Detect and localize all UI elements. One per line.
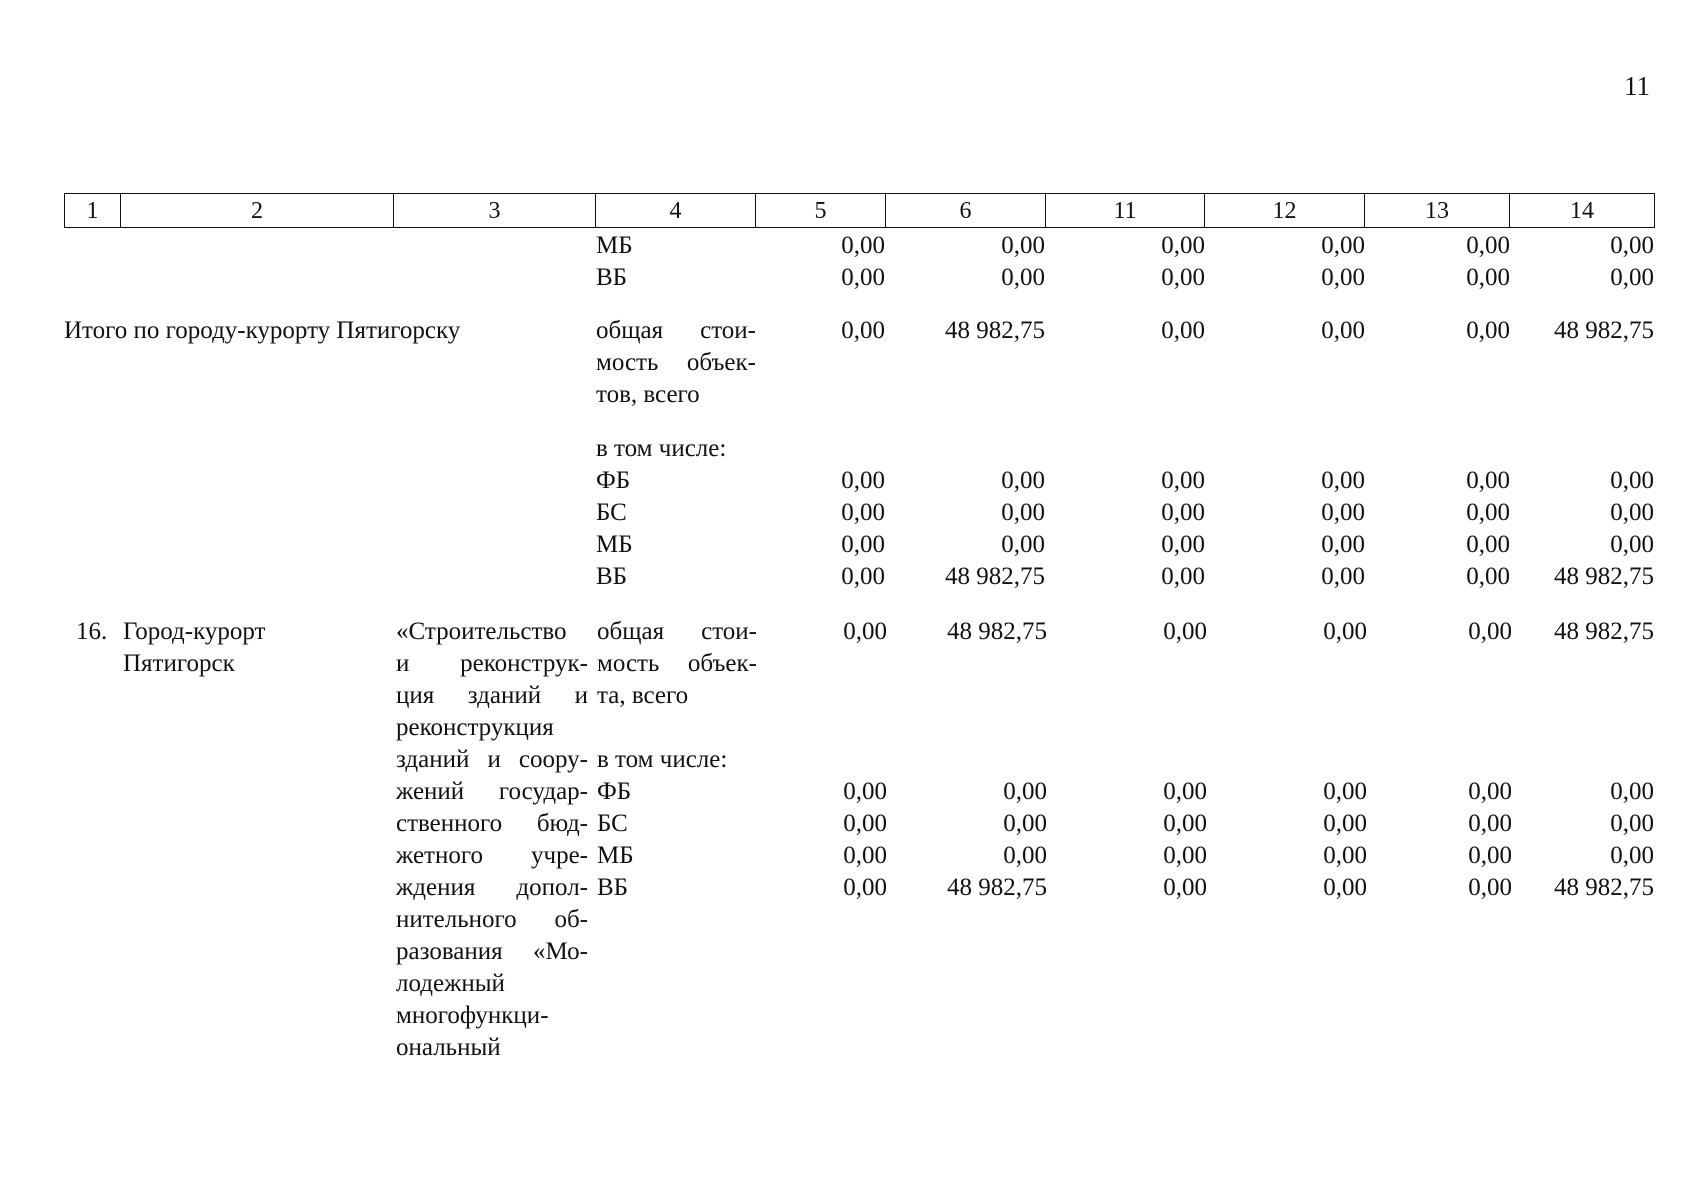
value-col-5: 0,00 bbox=[843, 842, 887, 869]
item-value-col-12: 0,00 bbox=[1323, 618, 1367, 645]
value-col-6: 0,00 bbox=[1001, 499, 1045, 526]
value-col-14: 0,00 bbox=[1610, 467, 1654, 494]
header-col-12: 12 bbox=[1205, 194, 1365, 228]
value-col-12: 0,00 bbox=[1323, 778, 1367, 805]
total-value-col-11: 0,00 bbox=[1161, 317, 1205, 344]
value-col-13: 0,00 bbox=[1468, 874, 1512, 901]
item-desc-line: та, всего bbox=[597, 682, 689, 709]
value-col-12: 0,00 bbox=[1321, 264, 1365, 291]
value-col-11: 0,00 bbox=[1163, 778, 1207, 805]
object-line: ственного бюд- bbox=[396, 810, 588, 837]
total-incl-label: в том числе: bbox=[596, 435, 727, 462]
item-number: 16. bbox=[76, 618, 108, 645]
value-col-6: 48 982,75 bbox=[945, 563, 1045, 590]
value-col-6: 0,00 bbox=[1001, 467, 1045, 494]
total-desc-line: мость объек- bbox=[596, 349, 756, 376]
value-col-5: 0,00 bbox=[841, 467, 885, 494]
value-col-12: 0,00 bbox=[1323, 874, 1367, 901]
header-col-5: 5 bbox=[756, 194, 886, 228]
value-col-5: 0,00 bbox=[841, 264, 885, 291]
header-col-14: 14 bbox=[1510, 194, 1655, 228]
row-label: БС bbox=[597, 810, 628, 837]
value-col-13: 0,00 bbox=[1466, 264, 1510, 291]
value-col-11: 0,00 bbox=[1163, 842, 1207, 869]
value-col-11: 0,00 bbox=[1163, 874, 1207, 901]
value-col-12: 0,00 bbox=[1321, 563, 1365, 590]
value-col-11: 0,00 bbox=[1161, 563, 1205, 590]
value-col-5: 0,00 bbox=[841, 531, 885, 558]
value-col-11: 0,00 bbox=[1161, 531, 1205, 558]
total-value-col-13: 0,00 bbox=[1466, 317, 1510, 344]
value-col-6: 0,00 bbox=[1003, 842, 1047, 869]
value-col-11: 0,00 bbox=[1161, 499, 1205, 526]
value-col-14: 0,00 bbox=[1610, 810, 1654, 837]
value-col-11: 0,00 bbox=[1163, 810, 1207, 837]
object-line: нительного об- bbox=[396, 906, 588, 933]
total-value-col-14: 48 982,75 bbox=[1554, 317, 1654, 344]
total-desc-line: общая стои- bbox=[596, 317, 756, 344]
object-line: жетного учре- bbox=[396, 842, 588, 869]
total-desc-line: тов, всего bbox=[596, 381, 700, 408]
header-col-6: 6 bbox=[886, 194, 1046, 228]
column-number-header bbox=[64, 193, 1655, 228]
value-col-11: 0,00 bbox=[1161, 232, 1205, 259]
item-value-col-5: 0,00 bbox=[843, 618, 887, 645]
object-line: жений государ- bbox=[396, 778, 588, 805]
object-line: лодежный bbox=[396, 970, 505, 997]
header-col-2: 2 bbox=[121, 194, 394, 228]
municipality-line: Пятигорск bbox=[123, 650, 235, 677]
value-col-13: 0,00 bbox=[1466, 467, 1510, 494]
value-col-14: 0,00 bbox=[1610, 531, 1654, 558]
header-col-11: 11 bbox=[1046, 194, 1205, 228]
header-col-1: 1 bbox=[65, 194, 121, 228]
header-col-13: 13 bbox=[1365, 194, 1510, 228]
value-col-12: 0,00 bbox=[1321, 467, 1365, 494]
value-col-5: 0,00 bbox=[843, 810, 887, 837]
value-col-6: 0,00 bbox=[1001, 264, 1045, 291]
object-line: и реконструк- bbox=[396, 650, 588, 677]
value-col-13: 0,00 bbox=[1466, 499, 1510, 526]
value-col-6: 0,00 bbox=[1001, 232, 1045, 259]
item-incl-label: в том числе: bbox=[597, 746, 728, 773]
value-col-6: 0,00 bbox=[1003, 810, 1047, 837]
object-line: «Строительство bbox=[396, 618, 567, 645]
value-col-6: 0,00 bbox=[1001, 531, 1045, 558]
value-col-5: 0,00 bbox=[843, 778, 887, 805]
value-col-14: 0,00 bbox=[1610, 232, 1654, 259]
object-line: реконструкция bbox=[396, 714, 554, 741]
value-col-14: 0,00 bbox=[1610, 778, 1654, 805]
object-line: зданий и соору- bbox=[396, 746, 588, 773]
row-label: ФБ bbox=[596, 467, 631, 494]
item-value-col-14: 48 982,75 bbox=[1554, 618, 1654, 645]
row-label: ФБ bbox=[597, 778, 632, 805]
total-value-col-6: 48 982,75 bbox=[945, 317, 1045, 344]
item-desc-line: общая стои- bbox=[597, 618, 757, 645]
value-col-14: 48 982,75 bbox=[1554, 874, 1654, 901]
total-value-col-5: 0,00 bbox=[841, 317, 885, 344]
page-number: 11 bbox=[1624, 71, 1650, 101]
total-value-col-12: 0,00 bbox=[1321, 317, 1365, 344]
value-col-6: 48 982,75 bbox=[947, 874, 1047, 901]
object-line: ждения допол- bbox=[396, 874, 588, 901]
value-col-14: 0,00 bbox=[1610, 264, 1654, 291]
row-label: БС bbox=[596, 499, 627, 526]
object-line: ция зданий и bbox=[396, 682, 588, 709]
value-col-12: 0,00 bbox=[1321, 232, 1365, 259]
value-col-13: 0,00 bbox=[1468, 778, 1512, 805]
total-title: Итого по городу-курорту Пятигорску bbox=[64, 317, 461, 344]
value-col-14: 48 982,75 bbox=[1554, 563, 1654, 590]
value-col-5: 0,00 bbox=[841, 499, 885, 526]
value-col-5: 0,00 bbox=[843, 874, 887, 901]
value-col-6: 0,00 bbox=[1003, 778, 1047, 805]
value-col-13: 0,00 bbox=[1466, 563, 1510, 590]
object-line: многофункци- bbox=[396, 1002, 549, 1029]
object-line: разования «Мо- bbox=[396, 938, 588, 965]
row-label: МБ bbox=[597, 842, 634, 869]
header-col-3: 3 bbox=[394, 194, 596, 228]
item-value-col-11: 0,00 bbox=[1163, 618, 1207, 645]
row-label: МБ bbox=[596, 531, 633, 558]
item-value-col-6: 48 982,75 bbox=[947, 618, 1047, 645]
row-label: ВБ bbox=[596, 563, 628, 590]
item-desc-line: мость объек- bbox=[597, 650, 757, 677]
value-col-14: 0,00 bbox=[1610, 499, 1654, 526]
row-label: МБ bbox=[596, 232, 633, 259]
object-line: ональный bbox=[396, 1034, 501, 1061]
value-col-13: 0,00 bbox=[1468, 842, 1512, 869]
value-col-13: 0,00 bbox=[1466, 232, 1510, 259]
value-col-13: 0,00 bbox=[1466, 531, 1510, 558]
value-col-5: 0,00 bbox=[841, 232, 885, 259]
value-col-13: 0,00 bbox=[1468, 810, 1512, 837]
value-col-12: 0,00 bbox=[1321, 531, 1365, 558]
value-col-11: 0,00 bbox=[1161, 467, 1205, 494]
value-col-12: 0,00 bbox=[1323, 810, 1367, 837]
item-value-col-13: 0,00 bbox=[1468, 618, 1512, 645]
value-col-11: 0,00 bbox=[1161, 264, 1205, 291]
header-col-4: 4 bbox=[596, 194, 756, 228]
municipality-line: Город-курорт bbox=[123, 618, 266, 645]
row-label: ВБ bbox=[597, 874, 629, 901]
value-col-14: 0,00 bbox=[1610, 842, 1654, 869]
row-label: ВБ bbox=[596, 264, 628, 291]
value-col-12: 0,00 bbox=[1321, 499, 1365, 526]
value-col-12: 0,00 bbox=[1323, 842, 1367, 869]
value-col-5: 0,00 bbox=[841, 563, 885, 590]
